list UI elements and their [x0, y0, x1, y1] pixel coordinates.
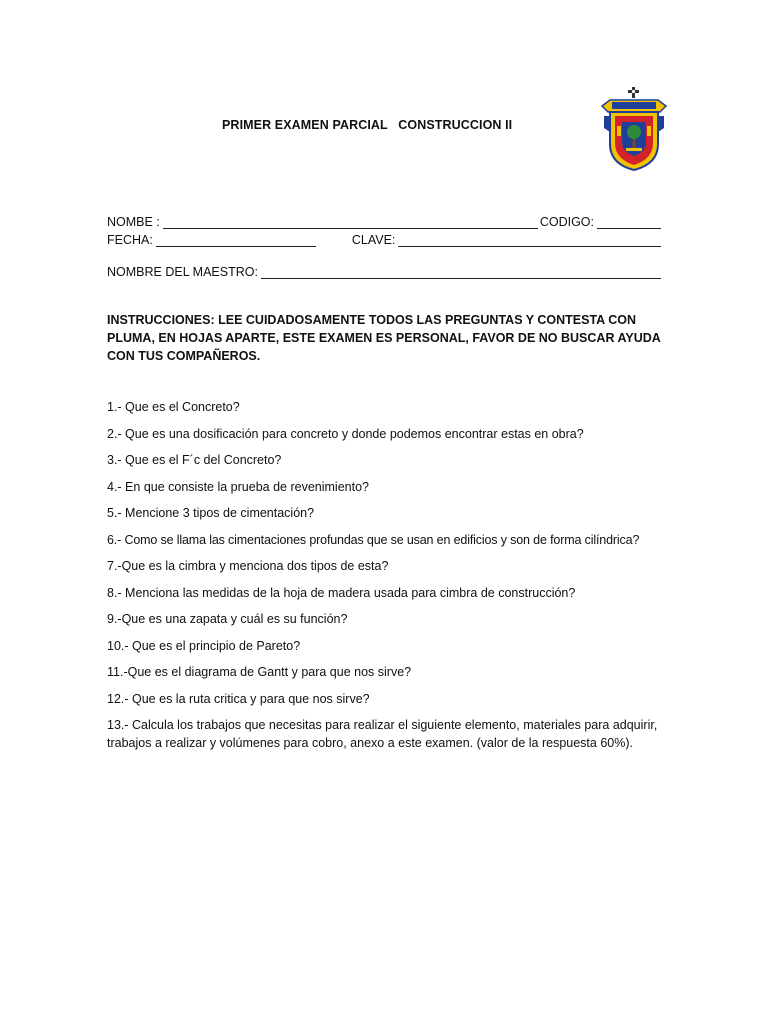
date-key-line — [107, 231, 663, 249]
student-info-fields — [107, 213, 663, 281]
question-item: 8.- Menciona las medidas de la hoja de madera usada para cimbra de construcción? — [107, 585, 576, 600]
code-blank-line[interactable] — [597, 216, 661, 229]
university-crest-logo — [600, 86, 668, 172]
key-label: CLAVE: — [351, 233, 396, 247]
question-item: 6.- Como se llama las cimentaciones profundas que se usan en edificios y son de forma cilíndrica? — [107, 532, 640, 547]
question-item: 12.- Que es la ruta critica y para que nos sirve? — [107, 691, 370, 706]
name-label: NOMBE : — [107, 215, 160, 229]
question-item: 13.- Calcula los trabajos que necesitas para realizar el siguiente elemento, materiales para adquirir, trabajos a realizar y volúmenes para cobro, anexo a este examen. (valor de la respuesta 60%). — [107, 718, 658, 750]
question-item: 11.-Que es el diagrama de Gantt y para que nos sirve? — [107, 665, 412, 679]
key-blank-line[interactable] — [398, 234, 661, 247]
date-label: FECHA: — [107, 233, 153, 247]
question-item: 7.-Que es la cimbra y menciona dos tipos de esta? — [107, 559, 389, 573]
code-label: CODIGO: — [539, 215, 594, 229]
question-item: 5.- Mencione 3 tipos de cimentación? — [107, 506, 315, 520]
question-item: 1.- Que es el Concreto? — [107, 400, 240, 414]
teacher-line — [107, 263, 663, 281]
instructions-paragraph: INSTRUCCIONES: LEE CUIDADOSAMENTE TODOS LAS PREGUNTAS Y CONTESTA CON PLUMA, EN HOJAS APARTE, ESTE EXAMEN ES PERSONAL, FAVOR DE NO BUSCAR AYUDA CON TUS COMPAÑEROS. — [107, 313, 661, 363]
question-list — [107, 398, 663, 761]
question-item: 10.- Que es el principio de Pareto? — [107, 638, 301, 653]
name-code-line — [107, 213, 663, 231]
teacher-blank-line[interactable] — [261, 266, 661, 279]
teacher-label: NOMBRE DEL MAESTRO: — [107, 265, 258, 279]
name-blank-line[interactable] — [163, 216, 538, 229]
page-title: PRIMER EXAMEN PARCIAL CONSTRUCCION II — [222, 118, 513, 132]
date-blank-line[interactable] — [156, 234, 316, 247]
question-item: 2.- Que es una dosificación para concreto y donde podemos encontrar estas en obra? — [107, 426, 584, 441]
question-item: 4.- En que consiste la prueba de revenimiento? — [107, 479, 369, 494]
question-item: 3.- Que es el F´c del Concreto? — [107, 453, 282, 467]
question-item: 9.-Que es una zapata y cuál es su función? — [107, 612, 348, 626]
